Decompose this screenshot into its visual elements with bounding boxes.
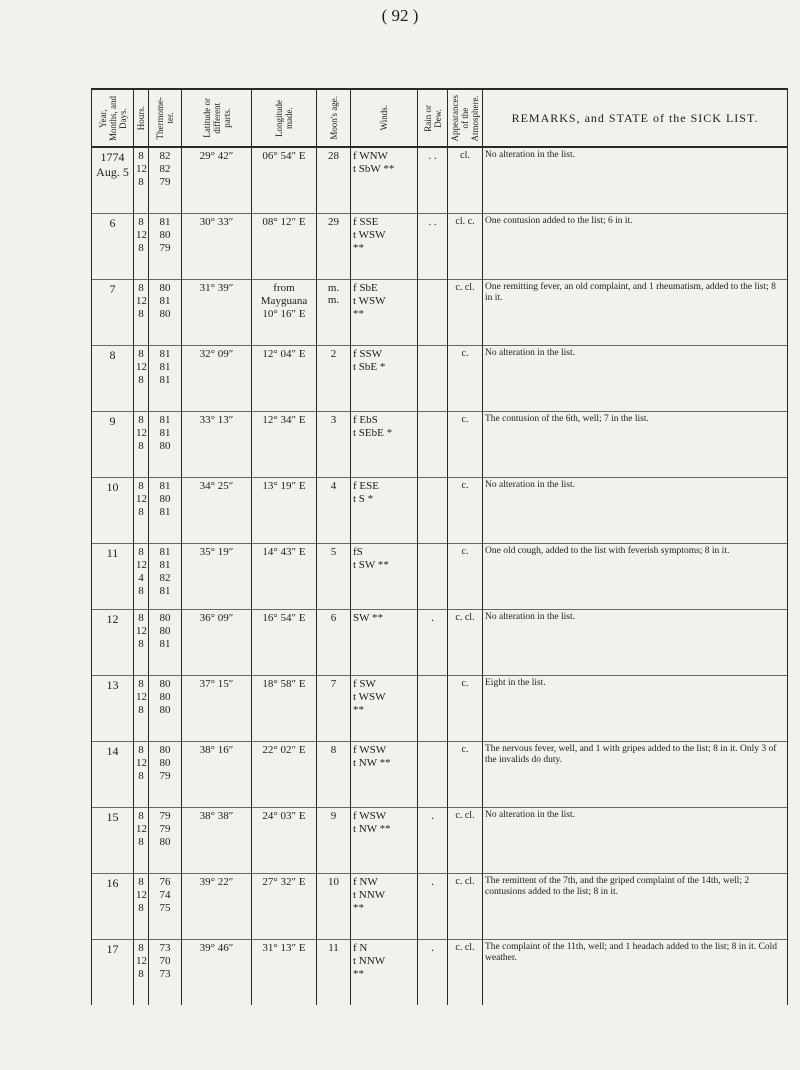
cell-hours: 8 12 8 bbox=[134, 147, 149, 213]
header-row bbox=[92, 89, 788, 147]
cell-rain bbox=[418, 345, 448, 411]
cell-lat: 31° 39″ bbox=[182, 279, 252, 345]
cell-rain bbox=[418, 543, 448, 609]
cell-remarks: One old cough, added to the list with feverish symptoms; 8 in it. bbox=[483, 543, 788, 609]
cell-lon: 31° 13″ E bbox=[252, 939, 317, 1005]
cell-winds: f WSW t NW ** bbox=[351, 741, 418, 807]
cell-appear: c. bbox=[448, 675, 483, 741]
cell-hours: 8 12 8 bbox=[134, 213, 149, 279]
cell-remarks: The remittent of the 7th, and the griped complaint of the 14th, well; 2 contusions added to the list; 8 in it. bbox=[483, 873, 788, 939]
cell-hours: 8 12 8 bbox=[134, 609, 149, 675]
cell-hours: 8 12 8 bbox=[134, 279, 149, 345]
cell-winds: f EbS t SEbE * bbox=[351, 411, 418, 477]
cell-day: 1774 Aug. 5 bbox=[92, 147, 134, 213]
cell-lat: 34° 25″ bbox=[182, 477, 252, 543]
cell-hours: 8 12 8 bbox=[134, 741, 149, 807]
cell-winds: f N t NNW ** bbox=[351, 939, 418, 1005]
table-row bbox=[92, 279, 788, 345]
cell-remarks: Eight in the list. bbox=[483, 675, 788, 741]
weather-sick-list-table bbox=[91, 88, 788, 1005]
cell-rain bbox=[418, 477, 448, 543]
cell-winds: SW ** bbox=[351, 609, 418, 675]
header-latitude: Latitude or different parts. bbox=[182, 89, 252, 147]
cell-moon: 8 bbox=[317, 741, 351, 807]
table-row bbox=[92, 807, 788, 873]
cell-moon: 9 bbox=[317, 807, 351, 873]
cell-moon: 11 bbox=[317, 939, 351, 1005]
table-row bbox=[92, 213, 788, 279]
cell-thermo: 81 80 81 bbox=[149, 477, 182, 543]
header-appearance: Appearances of the Atmosphere. bbox=[448, 89, 483, 147]
cell-lat: 30° 33″ bbox=[182, 213, 252, 279]
table-row bbox=[92, 543, 788, 609]
cell-lat: 33° 13″ bbox=[182, 411, 252, 477]
cell-day: 10 bbox=[92, 477, 134, 543]
header-date: Year, Months, and Days. bbox=[92, 89, 134, 147]
table-row bbox=[92, 609, 788, 675]
table-row bbox=[92, 675, 788, 741]
cell-thermo: 81 80 79 bbox=[149, 213, 182, 279]
cell-day: 17 bbox=[92, 939, 134, 1005]
cell-moon: m. m. bbox=[317, 279, 351, 345]
cell-day: 15 bbox=[92, 807, 134, 873]
header-hours: Hours. bbox=[134, 89, 149, 147]
cell-thermo: 81 81 80 bbox=[149, 411, 182, 477]
cell-moon: 5 bbox=[317, 543, 351, 609]
cell-lon: 08° 12″ E bbox=[252, 213, 317, 279]
cell-lon: 27° 32″ E bbox=[252, 873, 317, 939]
cell-rain bbox=[418, 411, 448, 477]
cell-moon: 10 bbox=[317, 873, 351, 939]
cell-rain bbox=[418, 741, 448, 807]
cell-rain bbox=[418, 279, 448, 345]
table-row bbox=[92, 345, 788, 411]
header-winds: Winds. bbox=[351, 89, 418, 147]
cell-thermo: 76 74 75 bbox=[149, 873, 182, 939]
table-row bbox=[92, 411, 788, 477]
cell-day: 6 bbox=[92, 213, 134, 279]
cell-lon: 22° 02″ E bbox=[252, 741, 317, 807]
cell-moon: 28 bbox=[317, 147, 351, 213]
cell-lat: 37° 15″ bbox=[182, 675, 252, 741]
cell-lat: 32° 09″ bbox=[182, 345, 252, 411]
cell-hours: 8 12 8 bbox=[134, 477, 149, 543]
cell-thermo: 73 70 73 bbox=[149, 939, 182, 1005]
cell-appear: c. cl. bbox=[448, 609, 483, 675]
cell-appear: c. bbox=[448, 345, 483, 411]
table-row bbox=[92, 939, 788, 1005]
cell-remarks: No alteration in the list. bbox=[483, 147, 788, 213]
cell-rain: . . bbox=[418, 147, 448, 213]
table-row bbox=[92, 873, 788, 939]
table-row bbox=[92, 147, 788, 213]
page-number: ( 92 ) bbox=[381, 6, 419, 25]
cell-remarks: No alteration in the list. bbox=[483, 477, 788, 543]
cell-remarks: One remitting fever, an old complaint, and 1 rheumatism, added to the list; 8 in it. bbox=[483, 279, 788, 345]
cell-thermo: 79 79 80 bbox=[149, 807, 182, 873]
cell-rain: . bbox=[418, 807, 448, 873]
cell-moon: 4 bbox=[317, 477, 351, 543]
cell-hours: 8 12 8 bbox=[134, 411, 149, 477]
cell-remarks: No alteration in the list. bbox=[483, 609, 788, 675]
cell-lon: 18° 58″ E bbox=[252, 675, 317, 741]
cell-lon: from Mayguana 10° 16″ E bbox=[252, 279, 317, 345]
cell-lon: 13° 19″ E bbox=[252, 477, 317, 543]
cell-moon: 2 bbox=[317, 345, 351, 411]
cell-hours: 8 12 8 bbox=[134, 675, 149, 741]
cell-day: 12 bbox=[92, 609, 134, 675]
cell-appear: c. cl. bbox=[448, 939, 483, 1005]
cell-lat: 38° 38″ bbox=[182, 807, 252, 873]
cell-winds: f WSW t NW ** bbox=[351, 807, 418, 873]
cell-lat: 35° 19″ bbox=[182, 543, 252, 609]
cell-thermo: 80 81 80 bbox=[149, 279, 182, 345]
cell-hours: 8 12 8 bbox=[134, 807, 149, 873]
header-moon: Moon's age. bbox=[317, 89, 351, 147]
cell-rain: . bbox=[418, 609, 448, 675]
cell-appear: c. bbox=[448, 543, 483, 609]
cell-appear: c. bbox=[448, 411, 483, 477]
cell-hours: 8 12 8 bbox=[134, 873, 149, 939]
header-remarks: REMARKS, and STATE of the SICK LIST. bbox=[483, 89, 788, 147]
table-body bbox=[92, 147, 788, 1005]
cell-remarks: One contusion added to the list; 6 in it. bbox=[483, 213, 788, 279]
cell-thermo: 81 81 82 81 bbox=[149, 543, 182, 609]
cell-lat: 29° 42″ bbox=[182, 147, 252, 213]
header-thermometer: Thermome- ter. bbox=[149, 89, 182, 147]
cell-appear: c. cl. bbox=[448, 807, 483, 873]
cell-rain: . bbox=[418, 939, 448, 1005]
cell-hours: 8 12 4 8 bbox=[134, 543, 149, 609]
cell-moon: 3 bbox=[317, 411, 351, 477]
cell-day: 16 bbox=[92, 873, 134, 939]
cell-appear: c. bbox=[448, 477, 483, 543]
cell-day: 13 bbox=[92, 675, 134, 741]
cell-lon: 14° 43″ E bbox=[252, 543, 317, 609]
cell-lat: 39° 46″ bbox=[182, 939, 252, 1005]
table-row bbox=[92, 741, 788, 807]
cell-moon: 29 bbox=[317, 213, 351, 279]
header-rain: Rain or Dew. bbox=[418, 89, 448, 147]
cell-moon: 7 bbox=[317, 675, 351, 741]
cell-remarks: No alteration in the list. bbox=[483, 345, 788, 411]
cell-rain: . . bbox=[418, 213, 448, 279]
cell-hours: 8 12 8 bbox=[134, 345, 149, 411]
cell-thermo: 80 80 81 bbox=[149, 609, 182, 675]
cell-winds: fS t SW ** bbox=[351, 543, 418, 609]
cell-moon: 6 bbox=[317, 609, 351, 675]
header-longitude: Longitude made. bbox=[252, 89, 317, 147]
cell-day: 7 bbox=[92, 279, 134, 345]
cell-winds: f NW t NNW ** bbox=[351, 873, 418, 939]
cell-winds: f SSE t WSW ** bbox=[351, 213, 418, 279]
cell-day: 8 bbox=[92, 345, 134, 411]
cell-remarks: No alteration in the list. bbox=[483, 807, 788, 873]
cell-hours: 8 12 8 bbox=[134, 939, 149, 1005]
cell-rain: . bbox=[418, 873, 448, 939]
cell-day: 9 bbox=[92, 411, 134, 477]
cell-lon: 12° 04″ E bbox=[252, 345, 317, 411]
cell-rain bbox=[418, 675, 448, 741]
cell-remarks: The contusion of the 6th, well; 7 in the list. bbox=[483, 411, 788, 477]
cell-appear: c. cl. bbox=[448, 873, 483, 939]
cell-thermo: 81 81 81 bbox=[149, 345, 182, 411]
cell-remarks: The complaint of the 11th, well; and 1 headach added to the list; 8 in it. Cold weather. bbox=[483, 939, 788, 1005]
cell-thermo: 82 82 79 bbox=[149, 147, 182, 213]
cell-day: 14 bbox=[92, 741, 134, 807]
cell-winds: f SbE t WSW ** bbox=[351, 279, 418, 345]
cell-lon: 12° 34″ E bbox=[252, 411, 317, 477]
cell-appear: cl. c. bbox=[448, 213, 483, 279]
cell-appear: c. cl. bbox=[448, 279, 483, 345]
cell-lon: 06° 54″ E bbox=[252, 147, 317, 213]
cell-winds: f SSW t SbE * bbox=[351, 345, 418, 411]
cell-winds: f WNW t SbW ** bbox=[351, 147, 418, 213]
cell-lat: 39° 22″ bbox=[182, 873, 252, 939]
cell-winds: f ESE t S * bbox=[351, 477, 418, 543]
cell-winds: f SW t WSW ** bbox=[351, 675, 418, 741]
table-row bbox=[92, 477, 788, 543]
cell-lon: 24° 03″ E bbox=[252, 807, 317, 873]
cell-appear: cl. bbox=[448, 147, 483, 213]
cell-day: 11 bbox=[92, 543, 134, 609]
cell-appear: c. bbox=[448, 741, 483, 807]
cell-lat: 36° 09″ bbox=[182, 609, 252, 675]
cell-lon: 16° 54″ E bbox=[252, 609, 317, 675]
cell-thermo: 80 80 79 bbox=[149, 741, 182, 807]
cell-thermo: 80 80 80 bbox=[149, 675, 182, 741]
cell-remarks: The nervous fever, well, and 1 with gripes added to the list; 8 in it. Only 3 of the invalids do duty. bbox=[483, 741, 788, 807]
cell-lat: 38° 16″ bbox=[182, 741, 252, 807]
